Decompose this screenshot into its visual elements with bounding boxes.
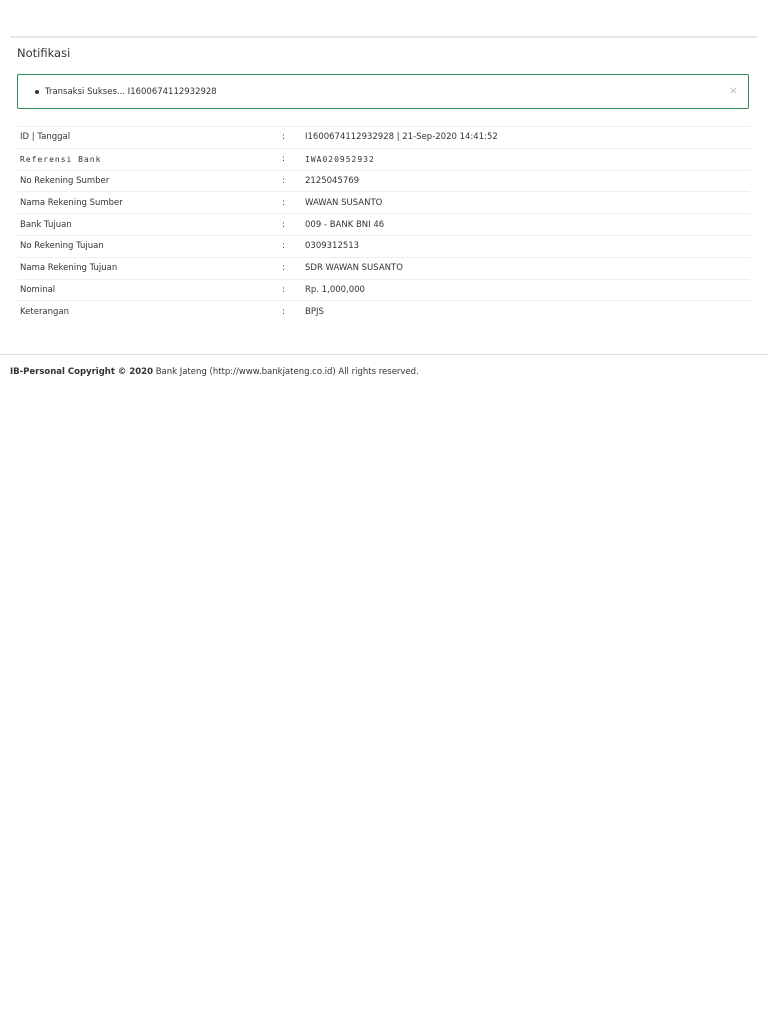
row-separator: : — [282, 241, 285, 252]
row-separator: : — [282, 175, 285, 186]
row-value: I1600674112932928 | 21-Sep-2020 14:41:52 — [305, 132, 498, 143]
row-value: 2125045769 — [305, 175, 360, 186]
row-separator: : — [282, 197, 285, 208]
row-value: 009 - BANK BNI 46 — [305, 219, 385, 230]
alert-message: Transaksi Sukses... I1600674112932928 — [45, 87, 217, 97]
alert-message-item — [45, 87, 217, 97]
notification-panel — [10, 36, 757, 338]
row-separator: : — [282, 219, 285, 230]
row-label: No Rekening Tujuan — [20, 241, 104, 252]
row-label: Bank Tujuan — [20, 219, 72, 230]
table-row — [17, 148, 750, 170]
row-separator: : — [282, 154, 285, 165]
footer — [10, 367, 419, 377]
row-value: BPJS — [305, 307, 324, 318]
row-value: IWA020952932 — [305, 154, 375, 164]
row-separator: : — [282, 263, 285, 274]
row-value: SDR WAWAN SUSANTO — [305, 263, 403, 274]
table-row — [17, 170, 750, 192]
row-label: No Rekening Sumber — [20, 175, 110, 186]
row-value: 0309312513 — [305, 241, 360, 252]
row-value: WAWAN SUSANTO — [305, 197, 383, 208]
table-row — [17, 214, 750, 236]
row-label: Nama Rekening Sumber — [20, 197, 123, 208]
bullet-icon — [35, 90, 39, 94]
row-label: ID | Tanggal — [20, 132, 71, 143]
table-row — [17, 235, 750, 257]
success-alert — [17, 74, 749, 109]
footer-copyright: IB-Personal Copyright © 2020 — [10, 367, 153, 377]
table-row — [17, 257, 750, 279]
footer-text: Bank Jateng (http://www.bankjateng.co.id) All rights reserved. — [153, 367, 419, 377]
table-row — [17, 192, 750, 214]
table-row — [17, 301, 750, 323]
panel-title: Notifikasi — [17, 46, 71, 60]
row-label: Referensi Bank — [20, 154, 102, 164]
footer-divider — [0, 354, 768, 355]
row-value: Rp. 1,000,000 — [305, 284, 365, 295]
table-row — [17, 127, 750, 149]
close-icon[interactable]: × — [728, 84, 738, 97]
row-label: Nama Rekening Tujuan — [20, 263, 118, 274]
table-row — [17, 279, 750, 301]
row-label: Nominal — [20, 284, 56, 295]
row-separator: : — [282, 307, 285, 318]
transaction-details-table — [17, 126, 750, 323]
row-separator: : — [282, 132, 285, 143]
row-label: Keterangan — [20, 307, 70, 318]
row-separator: : — [282, 284, 285, 295]
